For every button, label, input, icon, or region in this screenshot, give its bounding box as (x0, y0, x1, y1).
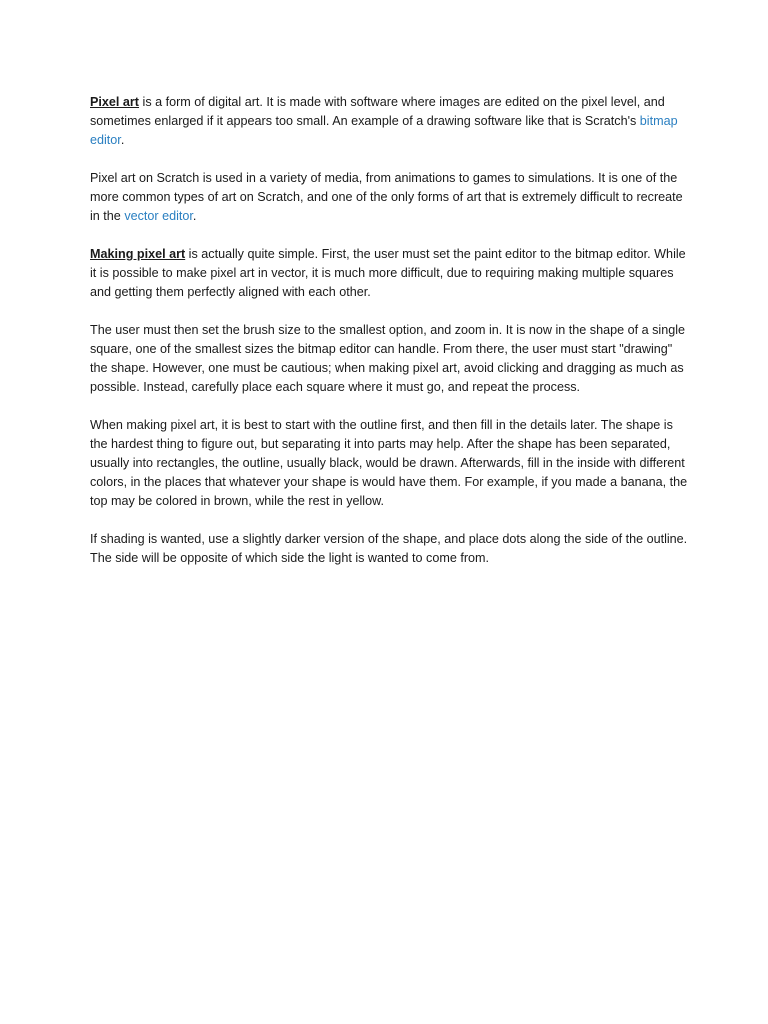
paragraph-text: . (120, 133, 125, 147)
paragraph-shading: If shading is wanted, use a slightly darker version of the shape, and place dots along the side of the outline. The side will be opposite of which side the light is wanted to come from. (90, 532, 688, 565)
document-body (90, 93, 690, 587)
vector-editor-link[interactable]: vector editor (124, 209, 193, 223)
paragraph-text: . (192, 209, 197, 223)
term-making-pixel-art: Making pixel art (90, 247, 186, 261)
paragraph-text: Pixel art on Scratch is used in a variety of media, from animations to games to simulations. It is one of the more common types of art on Scratch, and one of the only forms of art that is extremely difficult to recreate in the (90, 171, 683, 223)
paragraph-outline-first: When making pixel art, it is best to start with the outline first, and then fill in the details later. The shape is the hardest thing to figure out, but separating it into parts may help. After the shape has been separated, usually into rectangles, the outline, usually black, would be drawn. Afterwards, fill in the inside with different colors, in the places that whatever your shape is would have them. For example, if you made a banana, the top may be colored in brown, while the rest in yellow. (90, 418, 688, 508)
paragraph-text: is a form of digital art. It is made with software where images are edited on the pixel level, and sometimes enlarged if it appears too small. An example of a drawing software like that is Scratch's (90, 95, 665, 128)
paragraph-pixel-art-intro (90, 93, 690, 150)
bitmap-editor-link[interactable]: bitmap editor (90, 114, 678, 147)
paragraph-making-pixel-art (90, 245, 690, 302)
paragraph-brush-size: The user must then set the brush size to the smallest option, and zoom in. It is now in the shape of a single square, one of the smallest sizes the bitmap editor can handle. From there, the user must start "drawing" the shape. However, one must be cautious; when making pixel art, avoid clicking and dragging as much as possible. Instead, carefully place each square where it must go, and repeat the process. (90, 323, 686, 394)
paragraph-pixel-art-on-scratch (90, 169, 690, 226)
term-pixel-art: Pixel art (90, 95, 140, 109)
paragraph-text: is actually quite simple. First, the user must set the paint editor to the bitmap editor. While it is possible to make pixel art in vector, it is much more difficult, due to requiring making multiple squares and getting them perfectly aligned with each other. (90, 247, 686, 299)
